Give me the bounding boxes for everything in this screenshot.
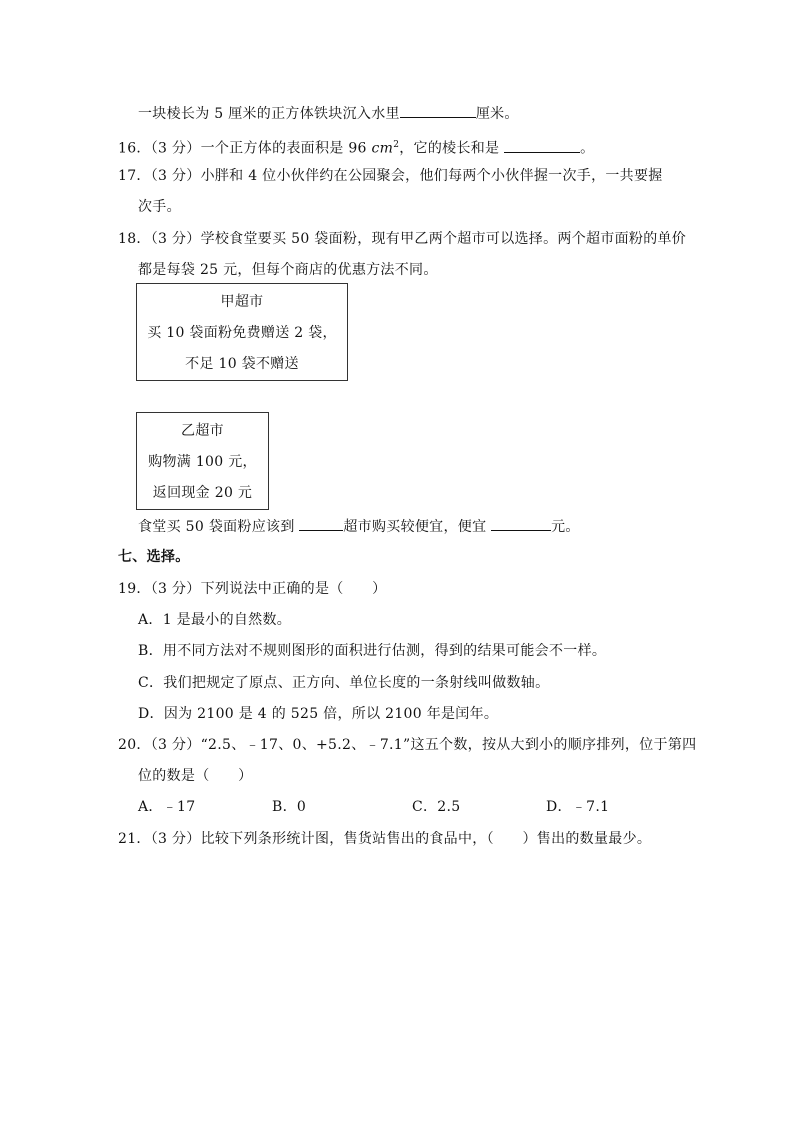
q21-text: 比较下列条形统计图，售货站售出的食品中，（ ）售出的数量最少。 <box>200 831 652 847</box>
q15-answer-blank[interactable] <box>400 103 476 118</box>
question-20 <box>118 735 696 755</box>
section-7-heading: 七、选择。 <box>118 549 190 565</box>
q15-continuation <box>138 103 519 124</box>
q20-option-c[interactable]: C．2.5 <box>412 799 461 815</box>
supermarket-b-offer-1: 购物满 100 元， <box>148 454 257 470</box>
question-19 <box>118 579 386 599</box>
q16-number: 16． <box>118 140 151 157</box>
q21-score: （3 分） <box>150 831 201 847</box>
supermarket-a-title: 甲超市 <box>220 294 264 310</box>
supermarket-b-offer-2: 返回现金 20 元 <box>152 485 253 501</box>
q19-number: 19． <box>118 581 151 597</box>
q18-score: （3 分） <box>150 231 201 247</box>
q16-end: 。 <box>580 140 595 157</box>
q20-line-2-text: 位的数是（ ） <box>138 768 253 784</box>
q16-score: （3 分） <box>150 140 201 157</box>
q17-number: 17． <box>118 168 151 184</box>
supermarket-a-offer-1: 买 10 袋面粉免费赠送 2 袋， <box>147 325 337 341</box>
question-21 <box>118 829 651 849</box>
supermarket-a-offer-2: 不足 10 袋不赠送 <box>185 356 299 372</box>
q18-savings-blank[interactable] <box>491 516 551 531</box>
q18-answer-a: 食堂买 50 袋面粉应该到 <box>138 519 300 535</box>
q17-line-1: 小胖和 4 位小伙伴约在公园聚会，他们每两个小伙伴握一次手，一共要握 <box>200 168 663 184</box>
q18-supermarket-blank[interactable] <box>299 516 343 531</box>
q20-line-1: “2.5、﹣17、0、+5.2、﹣7.1”这五个数，按从大到小的顺序排列，位于第四 <box>200 737 697 753</box>
q16-unit: cm <box>371 140 394 157</box>
q19-score: （3 分） <box>150 581 201 597</box>
q19-option-a[interactable]: A．1 是最小的自然数。 <box>138 612 292 628</box>
q18-answer-c: 元。 <box>551 519 580 535</box>
q18-answer-b: 超市购买较便宜，便宜 <box>343 519 492 535</box>
question-20-line-2 <box>138 766 252 786</box>
q16-unit-exponent: 2 <box>393 140 400 150</box>
q20-option-a[interactable]: A．﹣17 <box>138 799 196 815</box>
q16-answer-blank[interactable] <box>504 138 580 153</box>
q16-text-a: 一个正方体的表面积是 96 <box>200 140 372 157</box>
q18-line-1: 学校食堂要买 50 袋面粉，现有甲乙两个超市可以选择。两个超市面粉的单价 <box>200 231 687 247</box>
question-17 <box>118 166 663 186</box>
question-16 <box>118 135 594 159</box>
q20-option-d[interactable]: D．﹣7.1 <box>546 799 610 815</box>
q20-number: 20． <box>118 737 151 753</box>
q19-option-d[interactable]: D．因为 2100 是 4 的 525 倍，所以 2100 年是闰年。 <box>138 706 499 722</box>
q18-number: 18． <box>118 231 151 247</box>
q19-text: 下列说法中正确的是（ ） <box>200 581 387 597</box>
q19-option-b[interactable]: B．用不同方法对不规则图形的面积进行估测，得到的结果可能会不一样。 <box>138 643 607 659</box>
question-18 <box>118 229 686 249</box>
q19-option-c[interactable]: C．我们把规定了原点、正方向、单位长度的一条射线叫做数轴。 <box>138 675 550 691</box>
question-18-line-2 <box>138 260 438 280</box>
q21-number: 21． <box>118 831 151 847</box>
q20-option-b[interactable]: B．0 <box>272 799 307 815</box>
supermarket-a-box <box>136 283 348 381</box>
question-17-line-2 <box>138 197 181 217</box>
q16-text-b: ，它的棱长和是 <box>399 140 505 157</box>
supermarket-b-title: 乙超市 <box>181 423 224 439</box>
q17-score: （3 分） <box>150 168 201 184</box>
q17-line-2-text: 次手。 <box>138 199 181 215</box>
q20-score: （3 分） <box>150 737 201 753</box>
q15-unit: 厘米。 <box>475 106 519 122</box>
q18-line-2-text: 都是每袋 25 元，但每个商店的优惠方法不同。 <box>138 262 438 278</box>
q15-text: 一块棱长为 5 厘米的正方体铁块沉入水里 <box>138 106 400 122</box>
question-18-answer <box>138 516 580 537</box>
supermarket-b-box <box>136 412 269 510</box>
